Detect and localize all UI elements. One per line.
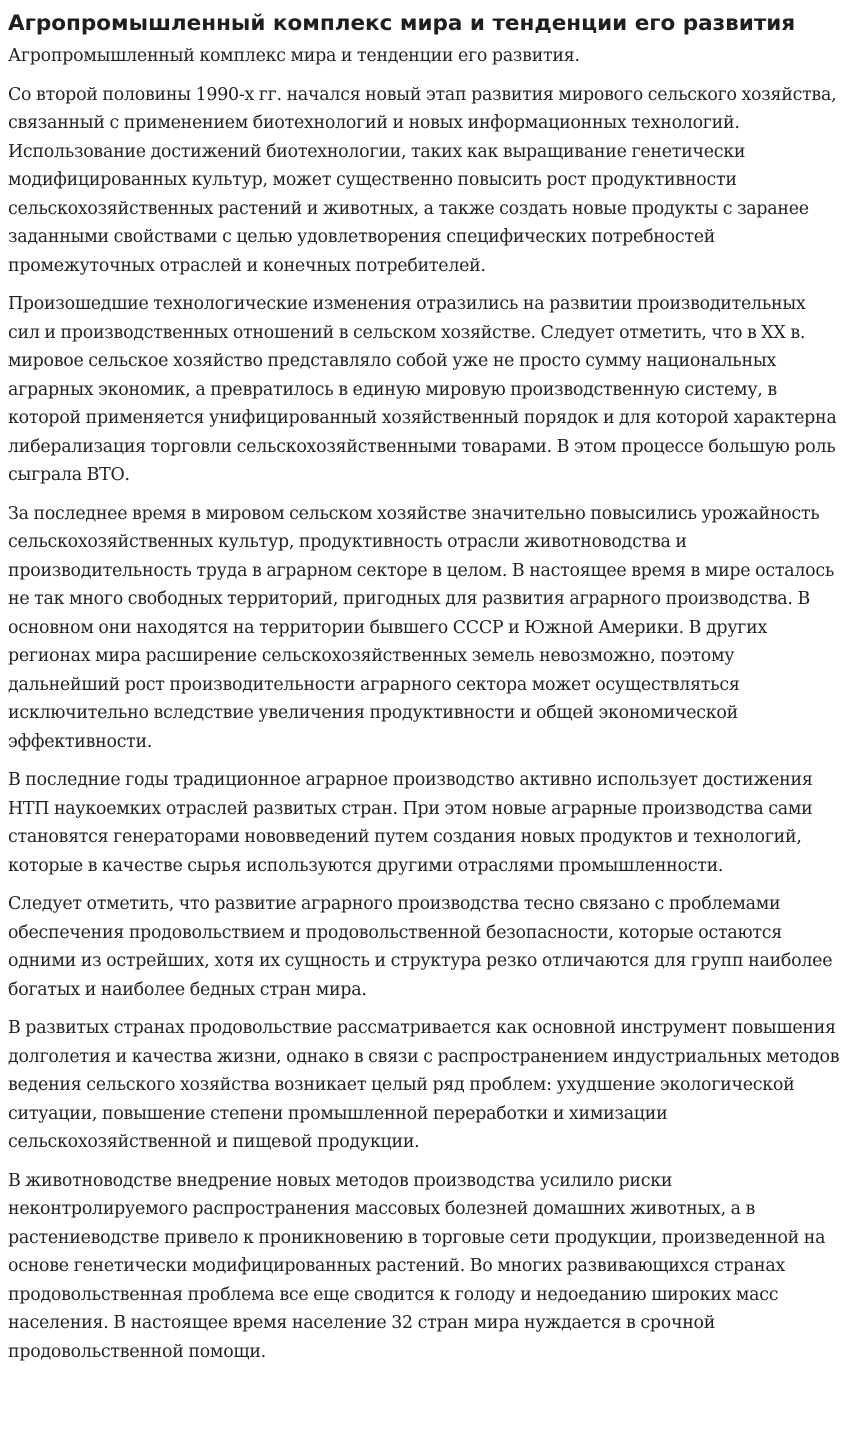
paragraph: За последнее время в мировом сельском хозяйстве значительно повысились урожайность сельскохозяйственных культур, продуктивность отрасли животноводства и производительность труда в аграрном секторе в целом. В настоящее время в мире осталось не так много свободных территорий, пригодных для развития аграрного производства. В основном они находятся на территории бывшего СССР и Южной Америки. В других регионах мира расширение сельскохозяйственных земель невозможно, поэтому дальнейший рост производительности аграрного сектора может осуществляться исключительно вследствие увеличения продуктивности и общей экономической эффективности. <box>8 503 835 752</box>
paragraph-intro: Агропромышленный комплекс мира и тенденции его развития. <box>8 46 580 66</box>
paragraph: Со второй половины 1990-х гг. начался новый этап развития мирового сельского хозяйства, связанный с применением биотехнологий и новых информационных технологий. Использование достижений биотехнологии, таких как выращивание генетически модифицированных культур, может существенно повысить рост продуктивности сельскохозяйственных растений и животных, а также создать новые продукты с заранее заданными свойствами с целью удовлетворения специфических потребностей промежуточных отраслей и конечных потребителей. <box>8 84 837 276</box>
article-title: Агропромышленный комплекс мира и тенденции его развития <box>8 11 796 36</box>
article <box>8 8 840 1376</box>
paragraph: В животноводстве внедрение новых методов производства усилило риски неконтролируемого распространения массовых болезней домашних животных, а в растениеводстве привело к проникновению в торговые сети продукции, произведенной на основе генетически модифицированных растений. Во многих развивающихся странах продовольственная проблема все еще сводится к голоду и недоеданию широких масс населения. В настоящее время население 32 стран мира нуждается в срочной продовольственной помощи. <box>8 1170 826 1362</box>
paragraph: В развитых странах продовольствие рассматривается как основной инструмент повышения долголетия и качества жизни, однако в связи с распространением индустриальных методов ведения сельского хозяйства возникает целый ряд проблем: ухудшение экологической ситуации, повышение степени промышленной переработки и химизации сельскохозяйственной и пищевой продукции. <box>8 1018 840 1152</box>
article-body <box>8 42 840 1366</box>
paragraph: В последние годы традиционное аграрное производство активно использует достижения НТП наукоемких отраслей развитых стран. При этом новые аграрные производства сами становятся генераторами нововведений путем создания новых продуктов и технологий, которые в качестве сырья используются другими отраслями промышленности. <box>8 770 813 876</box>
paragraph: Произошедшие технологические изменения отразились на развитии производительных сил и производственных отношений в сельском хозяйстве. Следует отметить, что в XX в. мировое сельское хозяйство представляло собой уже не просто сумму национальных аграрных экономик, а превратилось в единую мировую производственную систему, в которой применяется унифицированный хозяйственный порядок и для которой характерна либерализация торговли сельскохозяйственными товарами. В этом процессе большую роль сыграла ВТО. <box>8 294 837 485</box>
paragraph: Следует отметить, что развитие аграрного производства тесно связано с проблемами обеспечения продовольствием и продовольственной безопасности, которые остаются одними из острейших, хотя их сущность и структура резко отличаются для групп наиболее богатых и наиболее бедных стран мира. <box>8 894 833 1000</box>
